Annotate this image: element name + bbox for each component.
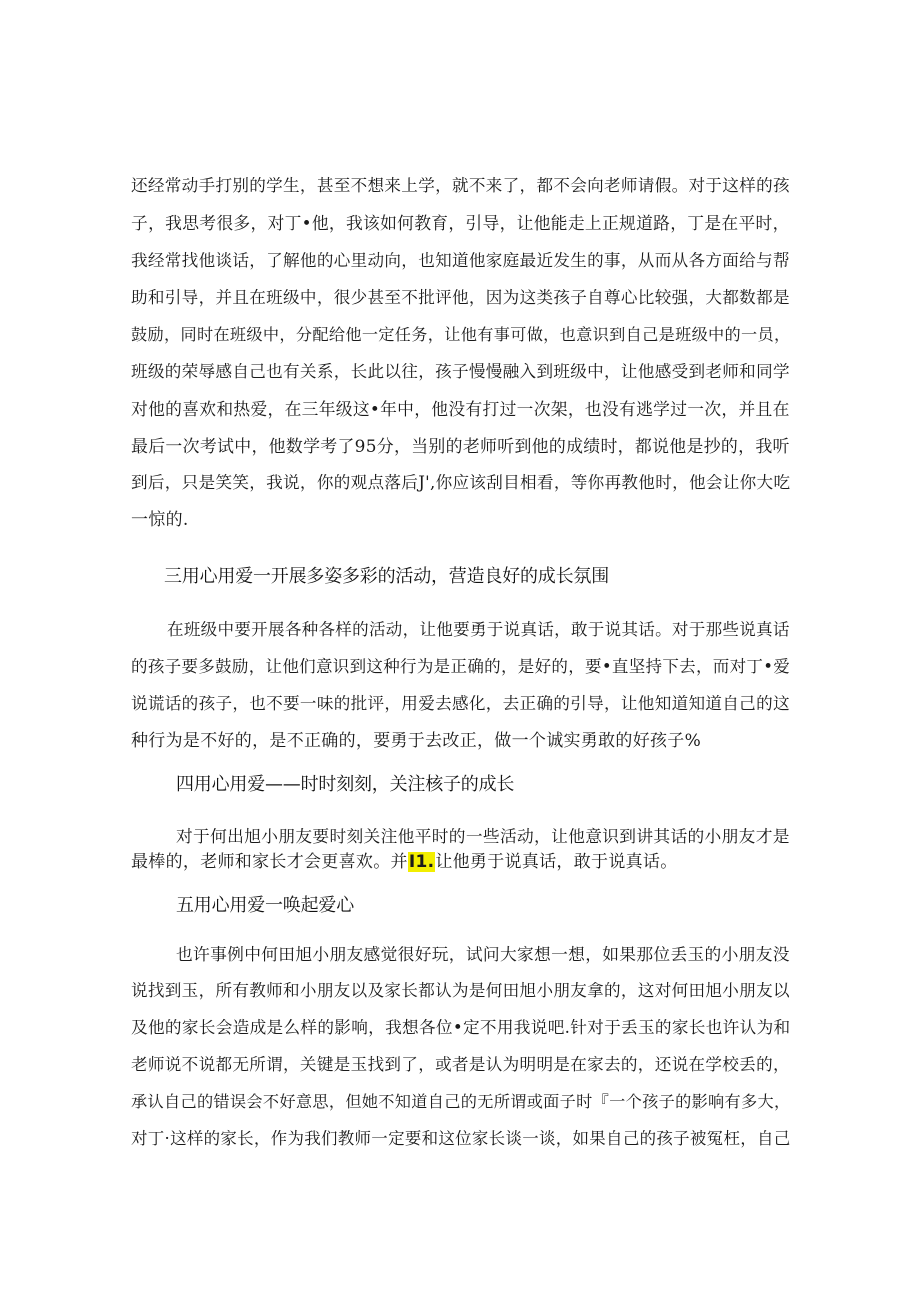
paragraph-line: 承认自己的错误会不好意思，但她不知道自己的无所谓或面子时『一个孩子的影响有多大， <box>131 1092 791 1111</box>
paragraph-line: 也许事例中何田旭小朋友感觉很好玩，试问大家想一想，如果那位丢玉的小朋友没 <box>176 944 790 964</box>
paragraph-line: 子，我思考很多，对丁•他，我该如何教育，引导，让他能走上正规道路，丁是在平时， <box>131 213 790 233</box>
section-heading-4: 四用心用爱——时时刻刻，关注核子的成长 <box>176 774 515 795</box>
paragraph-line: 助和引导，并且在班级中，很少甚至不批评他，因为这类孩子自尊心比较强，大都数都是 <box>131 288 790 307</box>
paragraph-line: 鼓励，同时在班级中，分配给他一定任务，让他有事可做，也意识到自己是班级中的一员， <box>131 325 791 344</box>
paragraph-line: 老师说不说都无所谓，关键是玉找到了，或者是认为明明是在家去的，还说在学校丢的， <box>131 1055 790 1074</box>
paragraph-line: 说谎话的孩子，也不要一味的批评，用爱去感化，去正确的引导，让他知道知道自己的这 <box>131 694 790 713</box>
paragraph-line: 对他的喜欢和热爱，在三年级这•年中，他没有打过一次架，也没有逃学过一次，并且在 <box>131 399 790 419</box>
paragraph-line: 对于何出旭小朋友要时刻关注他平时的一些活动，让他意识到讲其话的小朋友才是 <box>176 826 790 846</box>
paragraph-line: 一惊的. <box>131 510 189 530</box>
paragraph-line: 我经常找他谈话，了解他的心里动向，也知道他家庭最近发生的事，从而从各方面给与帮 <box>131 251 790 270</box>
section-heading-3: 三用心用爱一开展多姿多彩的活动，营造良好的成长氛围 <box>164 566 609 587</box>
paragraph-line: 说找到玉，所有教师和小朋友以及家长都认为是何田旭小朋友拿的，这对何田旭小朋友以 <box>131 981 790 1000</box>
paragraph-line: 班级的荣辱感自己也有关系，长此以往，孩子慢慢融入到班级中，让他感受到老师和同学 <box>131 362 790 381</box>
paragraph-line: 及他的家长会造成是么样的影响，我想各位•定不用我说吧.针对于丢玉的家长也许认为和 <box>131 1018 791 1037</box>
text-segment: 让他勇于说真话，敢于说真话。 <box>435 852 678 872</box>
text-segment: 最棒的，老师和家长才会更喜欢。并 <box>131 852 408 872</box>
paragraph-line: 还经常动手打别的学生，甚至不想来上学，就不来了，都不会向老师请假。对于这样的孩 <box>131 176 790 195</box>
paragraph-line: 到后，只是笑笑，我说，你的观点落后J',你应该刮目相看，等你再教他时，他会让你大吃 <box>131 473 791 492</box>
section-heading-5: 五用心用爱一唤起爱心 <box>176 895 354 916</box>
paragraph-line: 种行为是不好的，是不正确的，要勇于去改正，做一个诚实勇敢的好孩子% <box>131 731 702 751</box>
highlighted-text: I1. <box>408 852 435 872</box>
paragraph-line: 的孩子要多鼓励，让他们意识到这种行为是正确的，是好的，要•直坚持下去，而对丁•爱 <box>131 657 791 676</box>
paragraph-line: 最后一次考试中，他数学考了95分，当别的老师听到他的成绩时，都说他是抄的，我听 <box>131 436 790 456</box>
paragraph-line: 在班级中要开展各种各样的活动，让他要勇于说真话，敢于说其话。对于那些说真话 <box>167 620 790 639</box>
paragraph-line: 对丁·这样的家长，作为我们教师一定要和这位家长谈一谈，如果自己的孩子被冤枉，自己 <box>131 1129 791 1148</box>
paragraph-line <box>131 850 678 874</box>
